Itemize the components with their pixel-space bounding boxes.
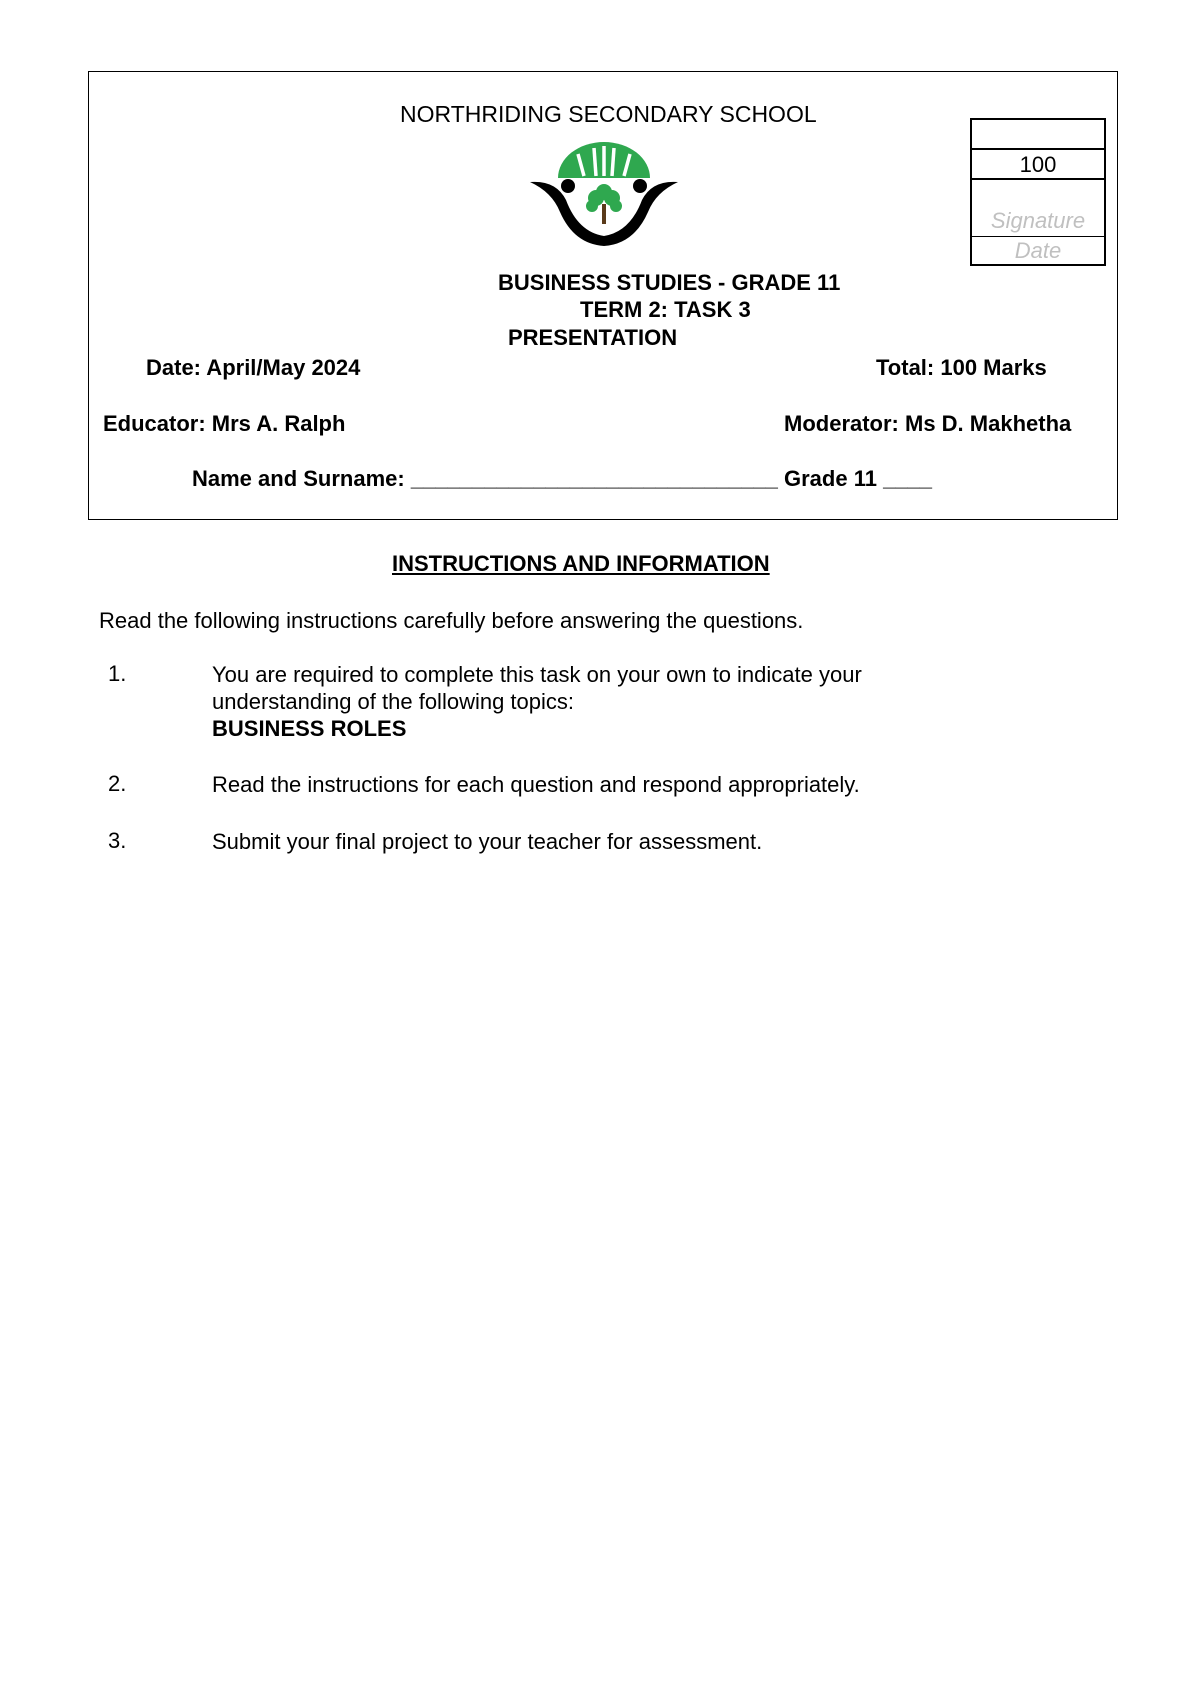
school-name: NORTHRIDING SECONDARY SCHOOL [400,101,817,127]
educator-field: Educator: Mrs A. Ralph [103,411,346,436]
task-type: PRESENTATION [508,325,678,350]
term-line: TERM 2: TASK 3 [580,297,751,322]
instruction-text: You are required to complete this task on your own to indicate your [212,662,862,687]
moderator-field: Moderator: Ms D. Makhetha [784,411,1072,436]
instruction-text: understanding of the following topics: [212,689,575,714]
instruction-number: 2. [108,771,127,796]
signature-label: Signature [990,208,1086,233]
logo-figure-left-head [561,179,575,193]
mark-total: 100 [1019,152,1057,177]
instruction-topic: BUSINESS ROLES [212,716,407,741]
instruction-number: 3. [108,828,127,853]
name-surname-field: Name and Surname: ______________________________ Grade 11 ____ [192,466,933,491]
date-label: Date [1014,238,1062,263]
instruction-number: 1. [108,661,127,686]
instructions-heading: INSTRUCTIONS AND INFORMATION [392,551,770,576]
mark-box [970,118,1106,266]
instruction-text: Submit your final project to your teacher for assessment. [212,829,763,854]
mark-divider [972,148,1104,150]
instructions-intro: Read the following instructions carefully before answering the questions. [99,608,804,633]
mark-divider [972,178,1104,180]
total-field: Total: 100 Marks [876,355,1047,380]
instruction-item [212,661,862,742]
subject-line: BUSINESS STUDIES - GRADE 11 [498,270,841,295]
date-field: Date: April/May 2024 [146,355,361,380]
logo-figure-right-head [633,179,647,193]
mark-divider [972,236,1104,237]
mark-score [972,122,1104,148]
instruction-text: Read the instructions for each question and respond appropriately. [212,772,860,797]
